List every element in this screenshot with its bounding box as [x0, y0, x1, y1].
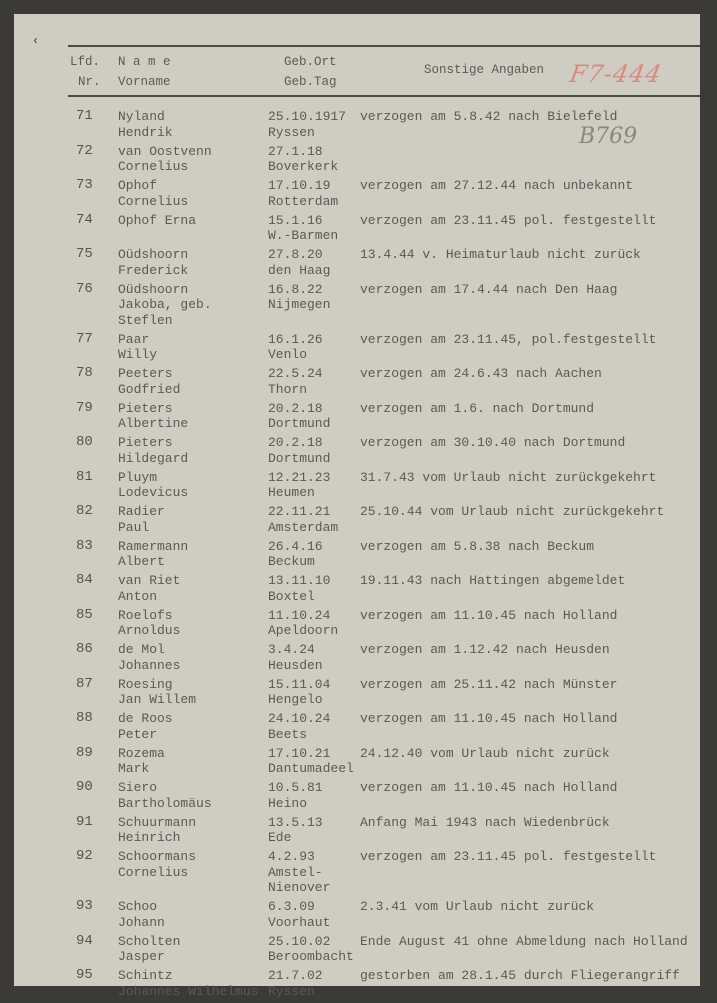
- entry-birth: 20.2.18 Dortmund: [268, 400, 331, 431]
- entry-birth: 22.11.21 Amsterdam: [268, 504, 339, 535]
- entry-birth: 10.5.81 Heino: [268, 780, 323, 811]
- entry-number: 86: [76, 641, 93, 657]
- entry-name: Peeters Godfried: [118, 366, 181, 397]
- entry-number: 90: [76, 779, 93, 795]
- entry-birth: 27.1.18 Boverkerk: [268, 143, 339, 174]
- entry-remarks: 19.11.43 nach Hattingen abgemeldet: [360, 573, 626, 588]
- entry-remarks: verzogen am 5.8.42 nach Bielefeld: [360, 109, 618, 124]
- entry-name: Nyland Hendrik: [118, 109, 173, 140]
- table-row: [14, 711, 700, 742]
- entry-birth: 25.10.1917 Ryssen: [268, 109, 347, 140]
- entry-number: 72: [76, 142, 93, 159]
- header-nr: Lfd. Nr.: [70, 55, 101, 89]
- header-name: N a m e Vorname: [118, 55, 171, 89]
- entry-remarks: gestorben am 28.1.45 durch Fliegerangriff: [360, 968, 680, 983]
- table-row: [14, 435, 700, 466]
- entry-birth: 15.1.16 W.-Barmen: [268, 212, 339, 243]
- entry-remarks: verzogen am 30.10.40 nach Dortmund: [360, 435, 626, 450]
- entry-birth: 15.11.04 Hengelo: [268, 676, 331, 707]
- entry-birth: 3.4.24 Heusden: [268, 642, 323, 673]
- entry-birth: 24.10.24 Beets: [268, 711, 331, 742]
- table-row: [14, 780, 700, 811]
- entry-birth: 6.3.09 Voorhaut: [268, 899, 331, 930]
- table-row: [14, 849, 700, 896]
- entry-number: 88: [76, 710, 93, 726]
- entry-name: Roesing Jan Willem: [118, 676, 197, 707]
- entry-remarks: verzogen am 11.10.45 nach Holland: [360, 780, 618, 795]
- entry-number: 77: [76, 330, 93, 347]
- entry-name: de Roos Peter: [118, 711, 173, 742]
- entry-name: Roelofs Arnoldus: [118, 607, 181, 638]
- table-row: [14, 815, 700, 846]
- entry-number: 71: [76, 108, 93, 124]
- table-row: [14, 366, 700, 397]
- entry-remarks: 13.4.44 v. Heimaturlaub nicht zurück: [360, 247, 641, 262]
- entry-number: 76: [76, 280, 93, 297]
- entry-number: 84: [76, 572, 93, 588]
- header-bottom-rule: [68, 95, 700, 97]
- pencil-annotation: B769: [579, 124, 638, 149]
- entry-name: Scholten Jasper: [118, 933, 181, 964]
- entry-remarks: Anfang Mai 1943 nach Wiedenbrück: [360, 814, 610, 830]
- table-row: [14, 968, 700, 999]
- table-row: [14, 539, 700, 570]
- entry-name: de Mol Johannes: [118, 642, 181, 673]
- entry-remarks: verzogen am 11.10.45 nach Holland: [360, 711, 618, 726]
- table-row: [14, 608, 700, 639]
- entry-number: 85: [76, 606, 93, 623]
- table-row: [14, 934, 700, 965]
- table-row: [14, 504, 700, 535]
- entry-birth: 25.10.02 Beroombacht: [268, 933, 354, 964]
- table-row: [14, 109, 700, 140]
- table-row: [14, 470, 700, 501]
- entry-number: 75: [76, 246, 93, 262]
- entry-birth: 13.5.13 Ede: [268, 814, 323, 845]
- entry-name: Radier Paul: [118, 504, 165, 535]
- entry-birth: 21.7.02 Ryssen: [268, 968, 323, 999]
- entry-birth: 17.10.21 Dantumadeel: [268, 745, 354, 776]
- entry-remarks: verzogen am 24.6.43 nach Aachen: [360, 366, 602, 381]
- entry-name: Rozema Mark: [118, 745, 165, 776]
- header-geb: Geb.Ort Geb.Tag: [284, 55, 337, 89]
- entry-name: van Riet Anton: [118, 573, 181, 604]
- header-info: Sonstige Angaben: [424, 63, 545, 77]
- entry-remarks: 24.12.40 vom Urlaub nicht zurück: [360, 745, 610, 761]
- entry-name: Ophof Cornelius: [118, 178, 189, 209]
- entry-number: 78: [76, 365, 93, 381]
- entry-birth: 20.2.18 Dortmund: [268, 435, 331, 466]
- entry-remarks: [360, 144, 700, 175]
- entry-remarks: verzogen am 23.11.45 pol. festgestellt: [360, 212, 657, 228]
- red-archive-number: F7-444: [567, 60, 665, 88]
- entry-remarks: verzogen am 11.10.45 nach Holland: [360, 607, 618, 623]
- entry-birth: 17.10.19 Rotterdam: [268, 178, 339, 209]
- entry-remarks: verzogen am 25.11.42 nach Münster: [360, 676, 618, 692]
- entry-birth: 4.2.93 Amstel-Nienover: [268, 849, 331, 895]
- entry-list: [14, 109, 700, 1003]
- corner-mark: ‹: [32, 34, 40, 48]
- entry-birth: 22.5.24 Thorn: [268, 366, 323, 397]
- entry-number: 82: [76, 503, 93, 519]
- entry-name: Pieters Hildegard: [118, 435, 189, 466]
- table-row: [14, 401, 700, 432]
- header-top-rule: [68, 45, 700, 47]
- entry-birth: 13.11.10 Boxtel: [268, 573, 331, 604]
- entry-number: 93: [76, 898, 93, 914]
- entry-name: Schuurmann Heinrich: [118, 814, 197, 845]
- table-row: [14, 573, 700, 604]
- entry-remarks: verzogen am 23.11.45, pol.festgestellt: [360, 331, 657, 347]
- entry-number: 79: [76, 399, 93, 416]
- entry-birth: 16.8.22 Nijmegen: [268, 281, 331, 312]
- entry-name: Siero Bartholomäus: [118, 780, 212, 811]
- entry-remarks: 31.7.43 vom Urlaub nicht zurückgekehrt: [360, 469, 657, 485]
- table-row: [14, 144, 700, 175]
- entry-name: Ophof Erna: [118, 212, 197, 228]
- entry-number: 74: [76, 211, 93, 228]
- table-row: [14, 642, 700, 673]
- entry-remarks: verzogen am 1.6. nach Dortmund: [360, 400, 595, 416]
- entry-number: 91: [76, 813, 93, 830]
- entry-remarks: 2.3.41 vom Urlaub nicht zurück: [360, 899, 595, 914]
- entry-number: 73: [76, 177, 93, 193]
- entry-number: 92: [76, 848, 93, 864]
- entry-number: 81: [76, 468, 93, 485]
- entry-number: 89: [76, 744, 93, 761]
- entry-birth: 27.8.20 den Haag: [268, 247, 331, 278]
- entry-number: 87: [76, 675, 93, 692]
- entry-number: 94: [76, 932, 93, 949]
- entry-remarks: verzogen am 17.4.44 nach Den Haag: [360, 281, 618, 297]
- entry-remarks: verzogen am 1.12.42 nach Heusden: [360, 642, 610, 657]
- table-row: [14, 178, 700, 209]
- entry-name: Pieters Albertine: [118, 400, 189, 431]
- entry-name: Schintz Johannes Wilhelmus: [118, 968, 259, 999]
- entry-number: 80: [76, 434, 93, 450]
- entry-name: Schoormans Cornelius: [118, 849, 197, 880]
- entry-name: Ramermann Albert: [118, 538, 189, 569]
- document-page: [14, 14, 700, 999]
- entry-number: 83: [76, 537, 93, 554]
- table-row: [14, 247, 700, 278]
- entry-remarks: 25.10.44 vom Urlaub nicht zurückgekehrt: [360, 504, 665, 519]
- table-row: [14, 899, 700, 930]
- table-row: [14, 746, 700, 777]
- entry-birth: 26.4.16 Beckum: [268, 538, 323, 569]
- entry-remarks: verzogen am 23.11.45 pol. festgestellt: [360, 849, 657, 864]
- table-row: [14, 332, 700, 363]
- entry-name: Oüdshoorn Jakoba, geb. Steflen: [118, 281, 212, 328]
- entry-name: Schoo Johann: [118, 899, 165, 930]
- entry-birth: 11.10.24 Apeldoorn: [268, 607, 339, 638]
- table-row: [14, 213, 700, 244]
- entry-number: 95: [76, 967, 93, 983]
- table-row: [14, 677, 700, 708]
- table-row: [14, 282, 700, 329]
- entry-remarks: Ende August 41 ohne Abmeldung nach Holland: [360, 933, 688, 949]
- entry-birth: 12.21.23 Heumen: [268, 469, 331, 500]
- entry-name: Oüdshoorn Frederick: [118, 247, 189, 278]
- entry-name: Pluym Lodevicus: [118, 469, 189, 500]
- entry-remarks: verzogen am 5.8.38 nach Beckum: [360, 538, 595, 554]
- entry-birth: 16.1.26 Venlo: [268, 331, 323, 362]
- entry-name: van Oostvenn Cornelius: [118, 143, 212, 174]
- entry-remarks: verzogen am 27.12.44 nach unbekannt: [360, 178, 634, 193]
- entry-name: Paar Willy: [118, 331, 158, 362]
